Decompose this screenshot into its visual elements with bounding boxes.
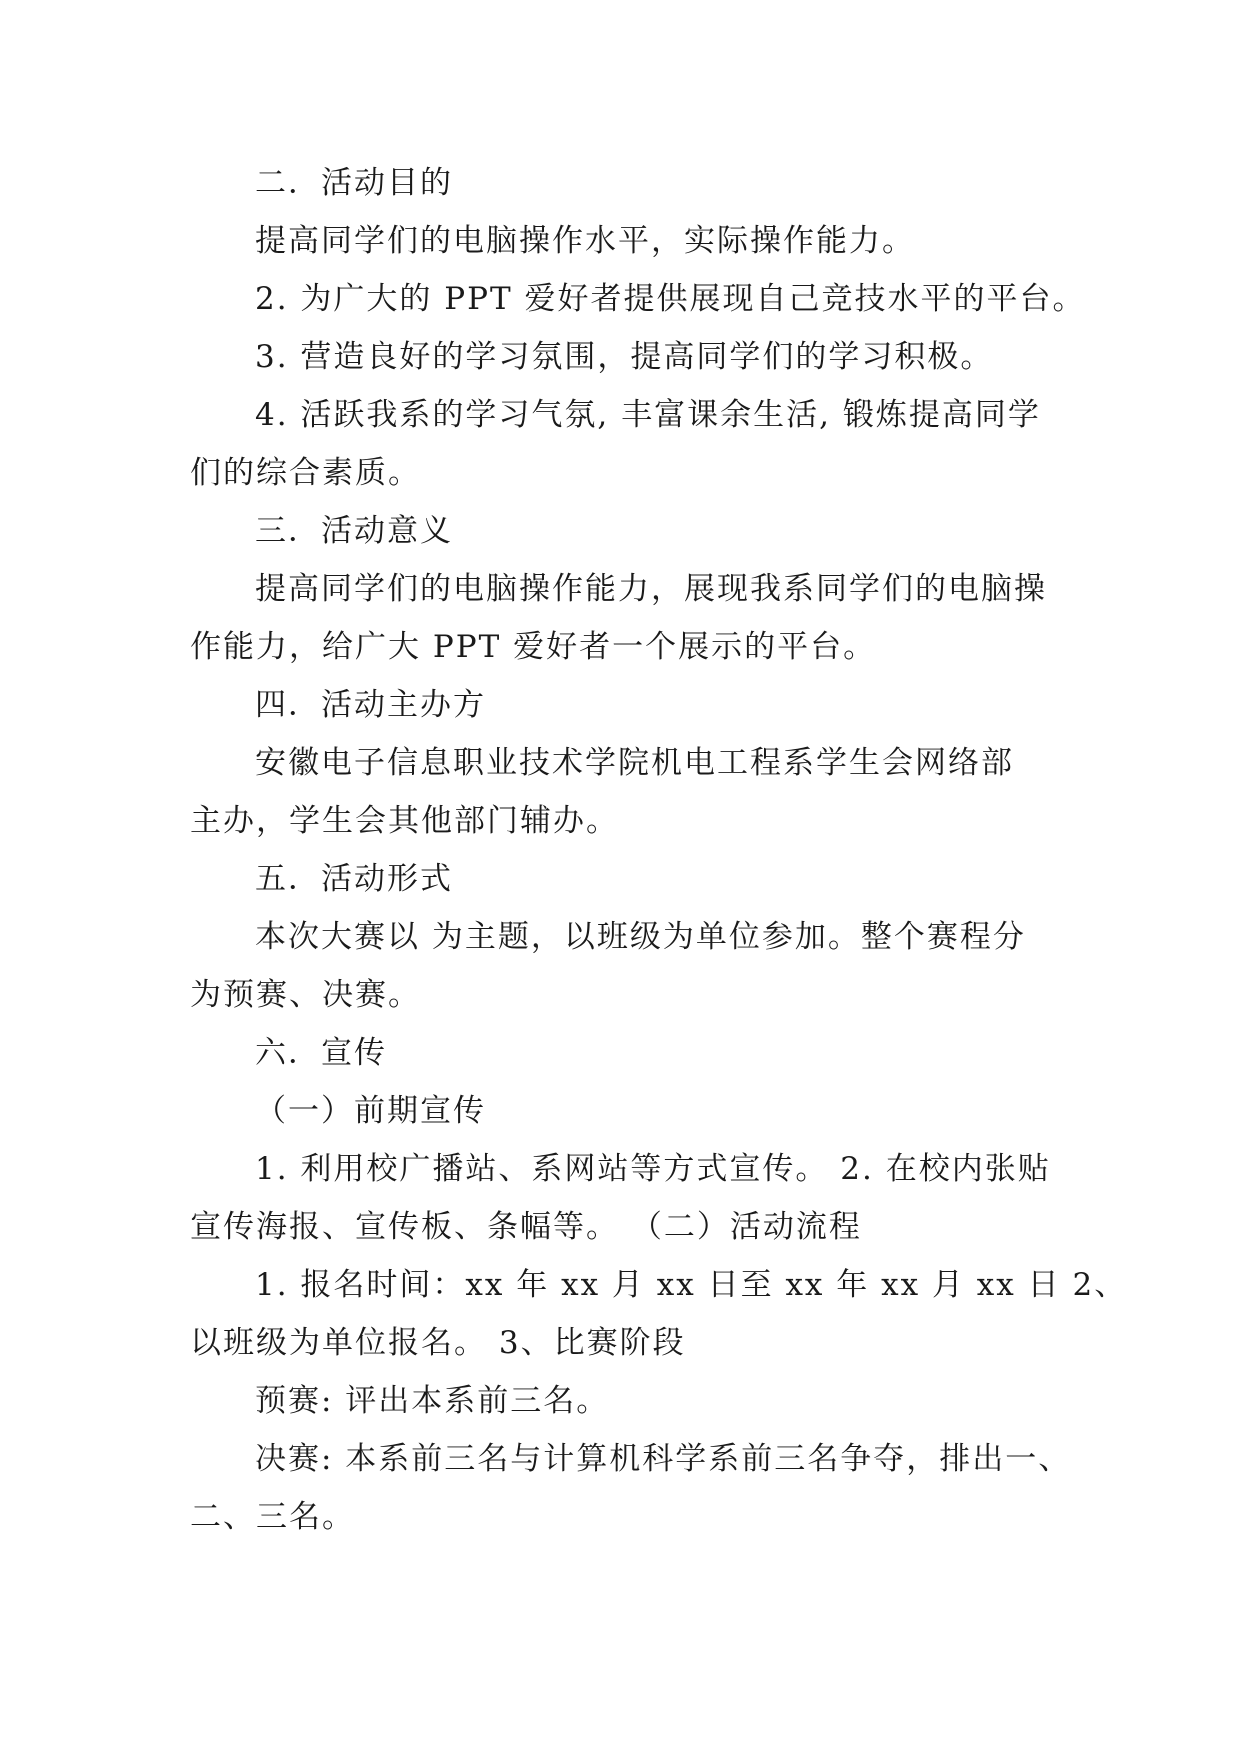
paragraph-line: 宣传海报、宣传板、条幅等。 （二）活动流程 [190, 1209, 862, 1245]
paragraph-line: 提高同学们的电脑操作能力，展现我系同学们的电脑操 [255, 571, 1047, 607]
subsection-heading: （一）前期宣传 [255, 1093, 486, 1129]
paragraph-line: 4. 活跃我系的学习气氛, 丰富课余生活, 锻炼提高同学 [255, 397, 1041, 433]
paragraph-line: 提高同学们的电脑操作水平，实际操作能力。 [255, 223, 915, 259]
paragraph-line: 为预赛、决赛。 [190, 977, 421, 1013]
paragraph-line: 主办，学生会其他部门辅办。 [190, 803, 619, 839]
paragraph-line: 以班级为单位报名。 3、比赛阶段 [190, 1325, 686, 1361]
section-heading-publicity: 六．宣传 [255, 1035, 387, 1071]
paragraph-line: 们的综合素质。 [190, 455, 421, 491]
paragraph-line: 本次大赛以 为主题，以班级为单位参加。整个赛程分 [255, 919, 1026, 955]
paragraph-line: 2. 为广大的 PPT 爱好者提供展现自己竞技水平的平台。 [255, 281, 1086, 317]
section-heading-format: 五．活动形式 [255, 861, 453, 897]
paragraph-line: 安徽电子信息职业技术学院机电工程系学生会网络部 [255, 745, 1014, 781]
paragraph-line: 1. 利用校广播站、系网站等方式宣传。 2. 在校内张贴 [255, 1151, 1051, 1187]
paragraph-line: 二、三名。 [190, 1499, 355, 1535]
paragraph-line: 作能力，给广大 PPT 爱好者一个展示的平台。 [190, 629, 877, 665]
paragraph-line: 预赛: 评出本系前三名。 [255, 1383, 610, 1419]
paragraph-line: 决赛: 本系前三名与计算机科学系前三名争夺，排出一、 [255, 1441, 1072, 1477]
paragraph-line: 1. 报名时间：xx 年 xx 月 xx 日至 xx 年 xx 月 xx 日 2、 [255, 1267, 1128, 1303]
section-heading-organizer: 四．活动主办方 [255, 687, 486, 723]
paragraph-line: 3. 营造良好的学习氛围，提高同学们的学习积极。 [255, 339, 994, 375]
section-heading-significance: 三．活动意义 [255, 513, 453, 549]
section-heading-purpose: 二．活动目的 [255, 165, 453, 201]
